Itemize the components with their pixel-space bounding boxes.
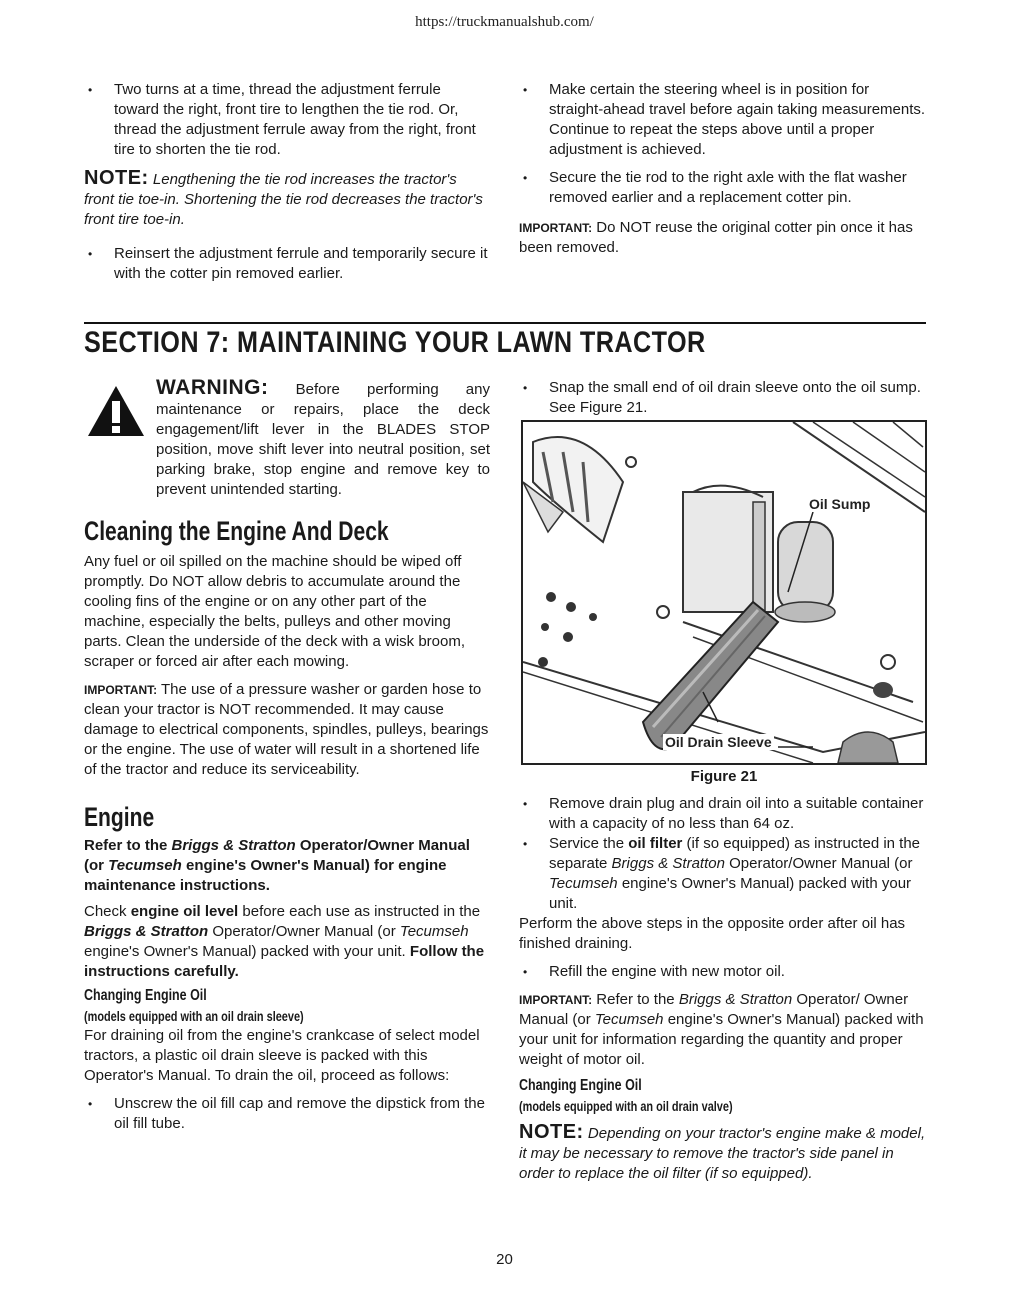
heading-cleaning: Cleaning the Engine And Deck [84, 516, 389, 546]
text-fragment: engine's Owner's Manual) packed with your unit. [549, 875, 912, 912]
text-fragment: Operator/Owner Manual (or [208, 923, 400, 940]
bullet-steering-wheel: • Make certain the steering wheel is in position for straight-ahead travel before again taking measurements. Continue to repeat the steps above until a proper adjustment is achieved. [519, 80, 927, 160]
heading-changing-oil-valve: Changing Engine Oil [519, 1077, 642, 1094]
brand-briggs: Briggs & Stratton [84, 923, 209, 940]
source-url: https://truckmanualshub.com/ [415, 14, 594, 30]
note-label: NOTE: [84, 167, 149, 189]
important-label: IMPORTANT: [519, 993, 593, 1007]
text-fragment: Refer to the [592, 991, 679, 1008]
engine-reference [84, 836, 490, 896]
important-label: IMPORTANT: [84, 683, 158, 697]
text-fragment: Refer to the [84, 837, 172, 854]
bullet-reinsert-ferrule: • Reinsert the adjustment ferrule and temporarily secure it with the cotter pin removed earlier. [84, 244, 490, 284]
section-rule [84, 322, 926, 324]
text-fragment: Check [84, 903, 131, 920]
note-side-panel [519, 1122, 927, 1184]
text-fragment: (if so equipped) as instructed in the separate [549, 835, 921, 872]
brand-tecumseh: Tecumseh [399, 923, 469, 940]
text-fragment: Operator/Owner Manual (or [724, 855, 913, 872]
figure-caption: Figure 21 [690, 768, 758, 785]
bullet-secure-tie-rod: • Secure the tie rod to the right axle with the flat washer removed earlier and a replacement cotter pin. [519, 168, 927, 208]
section-title: SECTION 7: MAINTAINING YOUR LAWN TRACTOR [84, 326, 706, 359]
text-fragment: before each use as instructed in the [238, 903, 481, 920]
text-fragment: engine's Owner's Manual) for engine maintenance instructions. [84, 857, 447, 894]
warning-triangle-icon [86, 384, 146, 438]
note-text: Lengthening the tie rod increases the tractor's front tie toe-in. Shortening the tie rod decreases the tractor's front tire toe-in. [84, 171, 483, 228]
warning-block [156, 378, 490, 500]
bullet-remove-drain-plug: • Remove drain plug and drain oil into a suitable container with a capacity of no less than 64 oz. [519, 794, 927, 834]
note-text: Depending on your tractor's engine make & model, it may be necessary to remove the tractor's side panel in order to replace the oil filter (if so equipped). [519, 1125, 926, 1182]
subheading-drain-valve: (models equipped with an oil drain valve) [519, 1098, 733, 1114]
brand-tecumseh: Tecumseh [594, 1011, 664, 1028]
important-text: Do NOT reuse the original cotter pin once it has been removed. [519, 219, 913, 256]
top-right-column [519, 80, 927, 258]
note-label: NOTE: [519, 1121, 584, 1143]
text-fragment: engine's Owner's Manual) packed with your unit for information regarding the quantity and proper weight of motor oil. [519, 1011, 924, 1068]
brand-briggs: Briggs & Stratton [171, 837, 296, 854]
heading-changing-oil: Changing Engine Oil [84, 987, 207, 1004]
important-refer-manual [519, 990, 927, 1070]
right-column [519, 794, 927, 1184]
perform-steps: Perform the above steps in the opposite order after oil has finished draining. [519, 915, 906, 952]
text-fragment: Service the [549, 835, 629, 852]
brand-briggs: Briggs & Stratton [611, 855, 725, 872]
top-left-column [84, 80, 490, 284]
bullet-thread-ferrule: • Two turns at a time, thread the adjustment ferrule toward the right, front tire to lengthen the tie rod. Or, thread the adjustment ferrule away from the right, front tire to shorten the tie rod. [84, 80, 490, 160]
page-number: 20 [496, 1251, 513, 1268]
label-oil-drain-sleeve: Oil Drain Sleeve [665, 734, 772, 750]
brand-tecumseh: Tecumseh [108, 857, 182, 874]
important-cotter-pin [519, 218, 927, 258]
bullet-unscrew-cap: • Unscrew the oil fill cap and remove the dipstick from the oil fill tube. [84, 1094, 490, 1134]
figure-21 [521, 420, 927, 765]
warning-label: WARNING: [156, 376, 269, 399]
note-tie-rod [84, 168, 490, 230]
subheading-drain-sleeve: (models equipped with an oil drain sleeve) [84, 1008, 304, 1024]
warning-paragraph [156, 378, 490, 500]
heading-engine: Engine [84, 802, 155, 832]
emphasis-oil-filter: oil filter [628, 835, 683, 852]
text-fragment: Operator/Owner Manual (or [84, 837, 470, 874]
important-pressure-washer [84, 680, 490, 780]
text-fragment: Operator/ Owner Manual (or [519, 991, 909, 1028]
bullet-refill: • Refill the engine with new motor oil. [519, 962, 927, 982]
text-fragment: engine's Owner's Manual) packed with your unit. [84, 943, 410, 960]
bullet-snap-sleeve: • Snap the small end of oil drain sleeve onto the oil sump. See Figure 21. [519, 378, 927, 418]
bullet-service-filter [519, 834, 927, 914]
important-text: The use of a pressure washer or garden hose to clean your tractor is NOT recommended. It may cause damage to electrical components, spindles, pulleys, bearings or the engine. The use of water will result in a shortened life of the tractor and reduce its serviceability. [84, 681, 489, 778]
engine-check-oil [84, 902, 490, 982]
oil-drain-illustration [523, 422, 925, 763]
important-label: IMPORTANT: [519, 221, 593, 235]
warning-text: Before performing any maintenance or repairs, place the deck engagement/lift lever in the BLADES STOP position, move shift lever into neutral position, set parking brake, stop engine and remove key to prevent unintended starting. [156, 381, 490, 498]
left-column [84, 514, 490, 1134]
cleaning-paragraph: Any fuel or oil spilled on the machine should be wiped off promptly. Do NOT allow debris to accumulate around the cooling fins of the engine or on any other part of the machine, especially the belts, pulleys and other moving parts. Clean the underside of the deck with a wisk broom, scraper or forced air after each mowing. [84, 553, 466, 670]
changing-oil-paragraph: For draining oil from the engine's crankcase of select model tractors, a plastic oil drain sleeve is packed with this Operator's Manual. To drain the oil, proceed as follows: [84, 1027, 480, 1084]
label-oil-sump: Oil Sump [809, 496, 871, 512]
emphasis-follow: Follow the instructions carefully. [84, 943, 485, 980]
brand-briggs: Briggs & Stratton [678, 991, 793, 1008]
right-column-top [519, 378, 927, 418]
brand-tecumseh: Tecumseh [549, 875, 618, 892]
emphasis-oil-level: engine oil level [130, 903, 239, 920]
